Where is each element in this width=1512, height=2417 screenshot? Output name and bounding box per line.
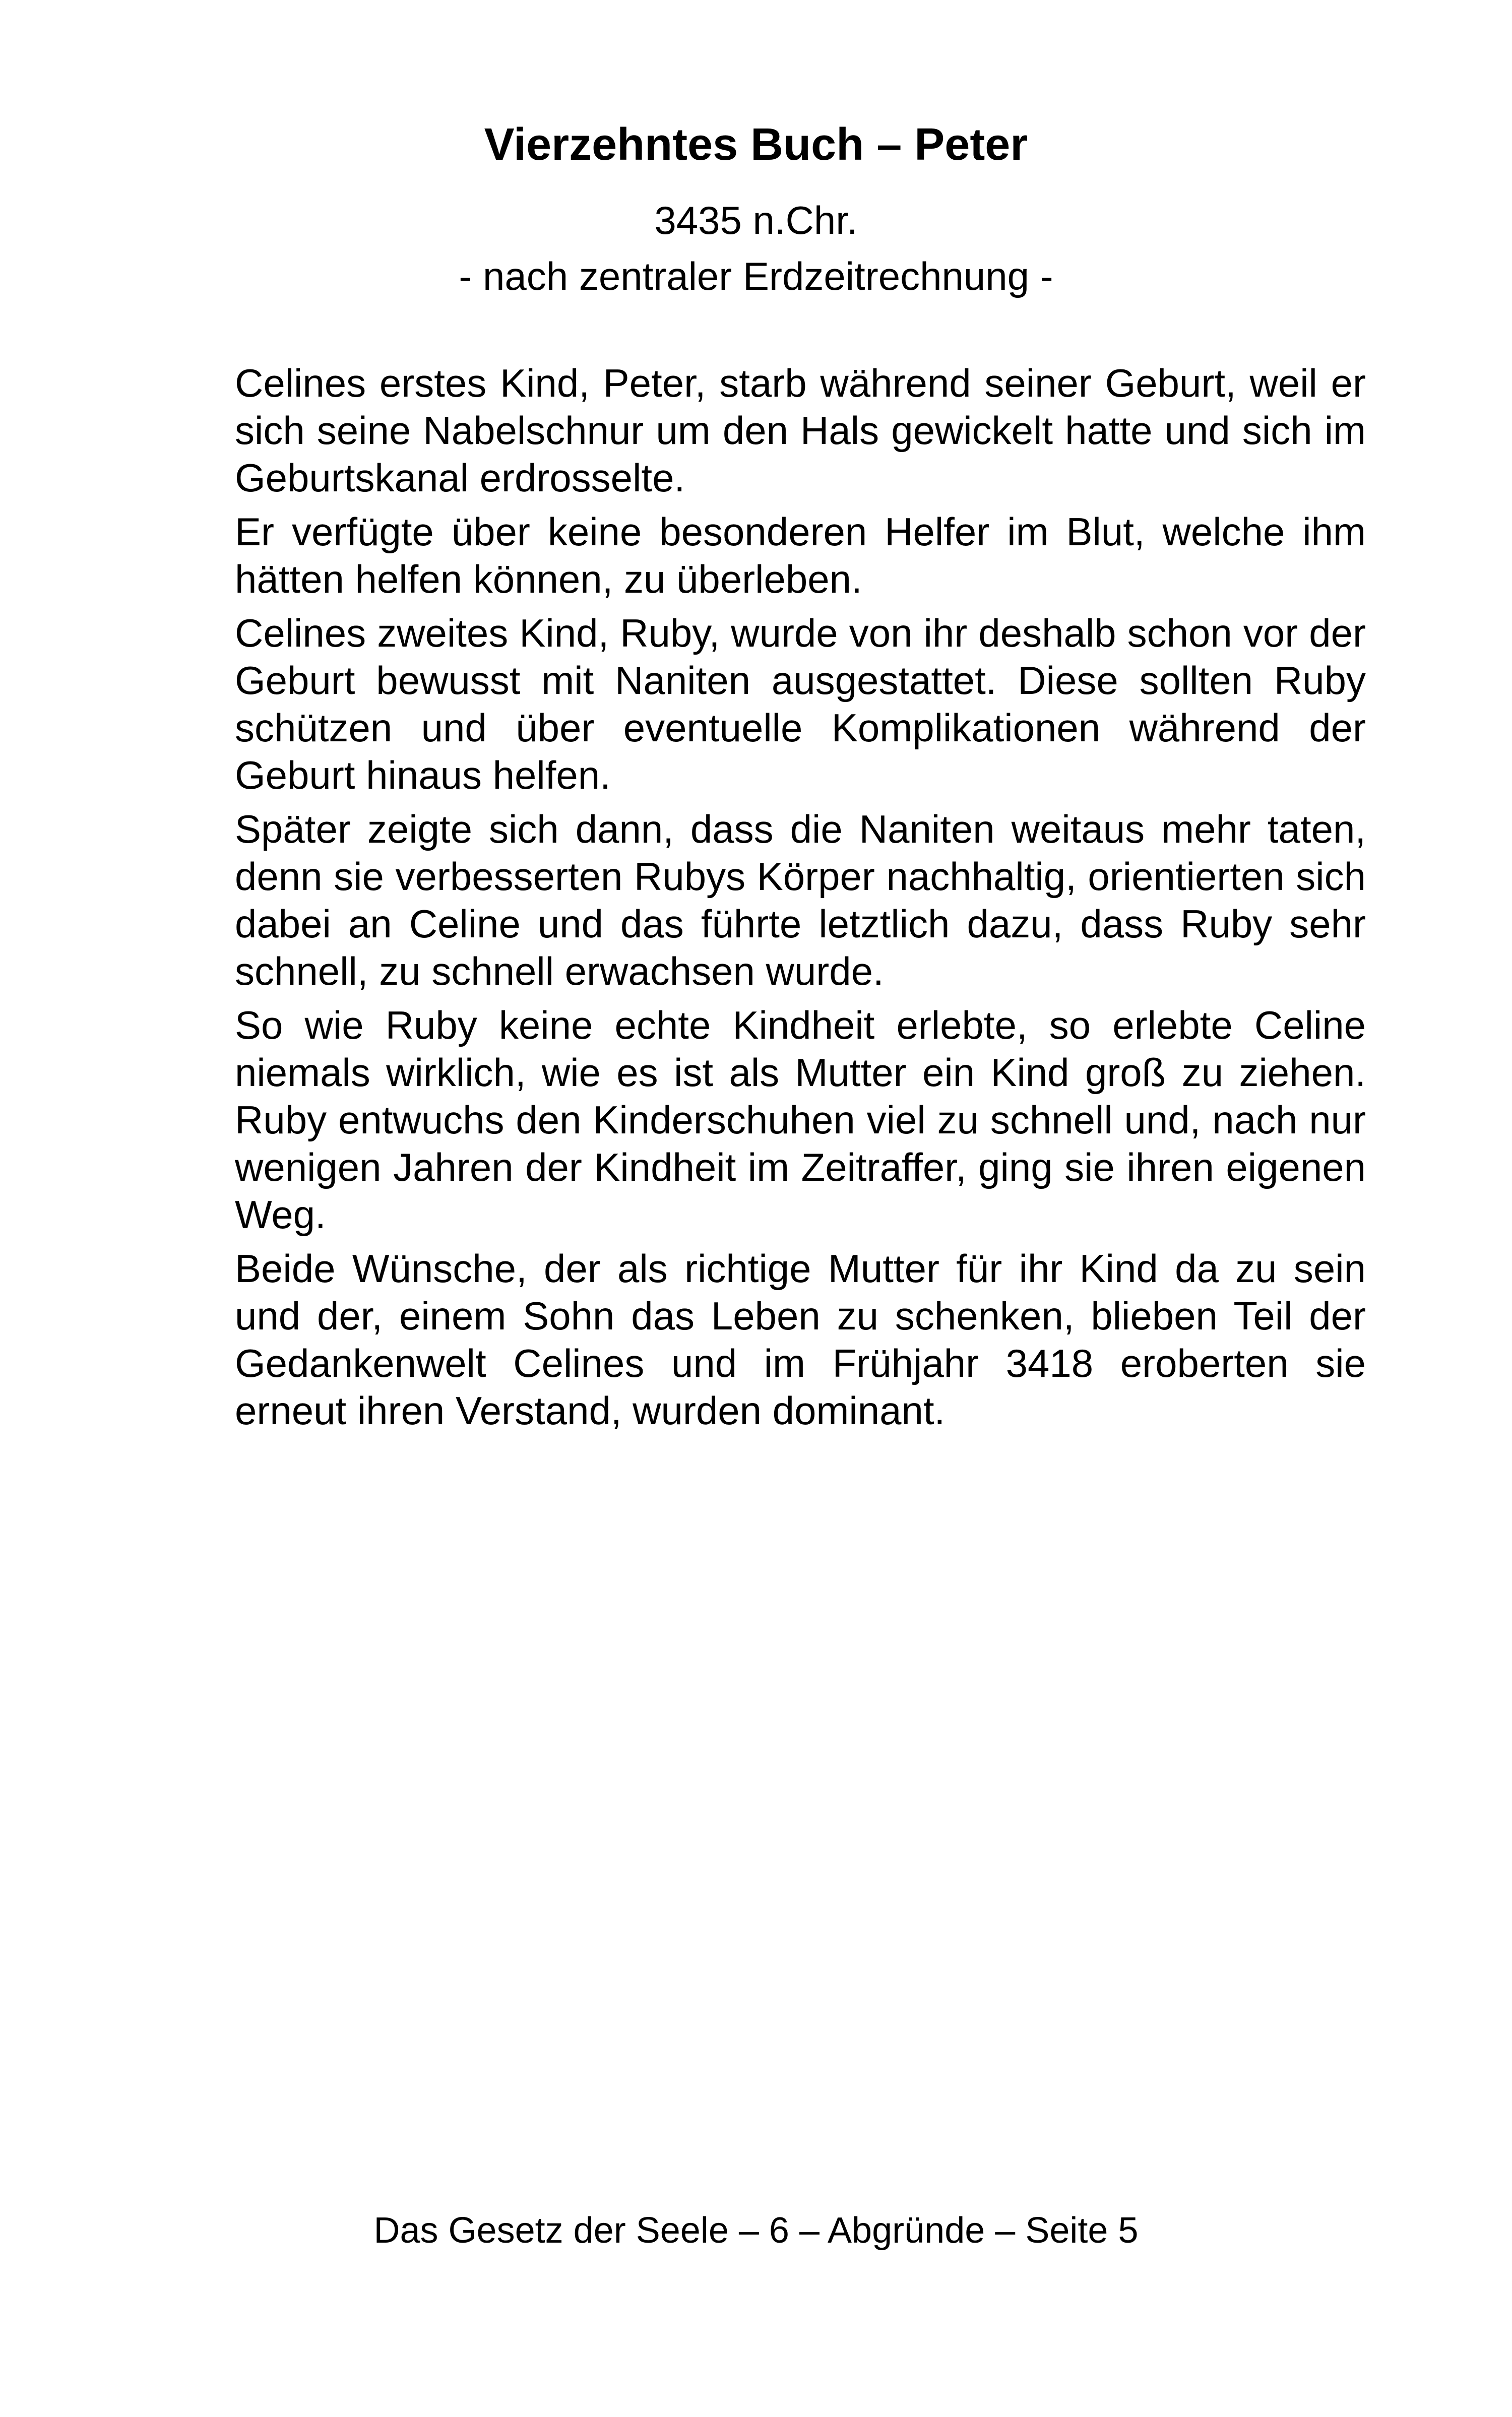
chapter-date: 3435 n.Chr. [654, 198, 858, 242]
paragraph-1: Celines erstes Kind, Peter, starb während seiner Geburt, weil er sich seine Nabelschnur um den Hals gewickelt hatte und sich im Geburtskanal erdrosselte. [235, 361, 1366, 500]
paragraph-4: Später zeigte sich dann, dass die Naniten weitaus mehr taten, denn sie verbesserten Rubys Körper nachhaltig, orientierten sich dabei an Celine und das führte letztlich dazu, dass Ruby sehr schnell, zu schnell erwachsen wurde. [235, 807, 1366, 993]
page-footer: Das Gesetz der Seele – 6 – Abgründe – Seite 5 [373, 2210, 1139, 2251]
chapter-title: Vierzehntes Buch – Peter [484, 119, 1028, 170]
paragraph-2: Er verfügte über keine besonderen Helfer im Blut, welche ihm hätten helfen können, zu überleben. [235, 510, 1366, 601]
chapter-body [235, 359, 1366, 1441]
paragraph-5: So wie Ruby keine echte Kindheit erlebte, so erlebte Celine niemals wirklich, wie es ist als Mutter ein Kind groß zu ziehen. Ruby entwuchs den Kinderschuhen viel zu schnell und, nach nur wenigen Jahren der Kindheit im Zeitraffer, ging sie ihren eigenen Weg. [235, 1003, 1366, 1237]
chapter-reckoning: - nach zentraler Erdzeitrechnung - [459, 254, 1053, 298]
paragraph-6: Beide Wünsche, der als richtige Mutter für ihr Kind da zu sein und der, einem Sohn das Leben zu schenken, blieben Teil der Gedankenwelt Celines und im Frühjahr 3418 eroberten sie erneut ihren Verstand, wurden dominant. [235, 1246, 1366, 1433]
paragraph-3: Celines zweites Kind, Ruby, wurde von ihr deshalb schon vor der Geburt bewusst mit Naniten ausgestattet. Diese sollten Ruby schützen und über eventuelle Komplikationen während der Geburt hinaus helfen. [235, 611, 1366, 797]
